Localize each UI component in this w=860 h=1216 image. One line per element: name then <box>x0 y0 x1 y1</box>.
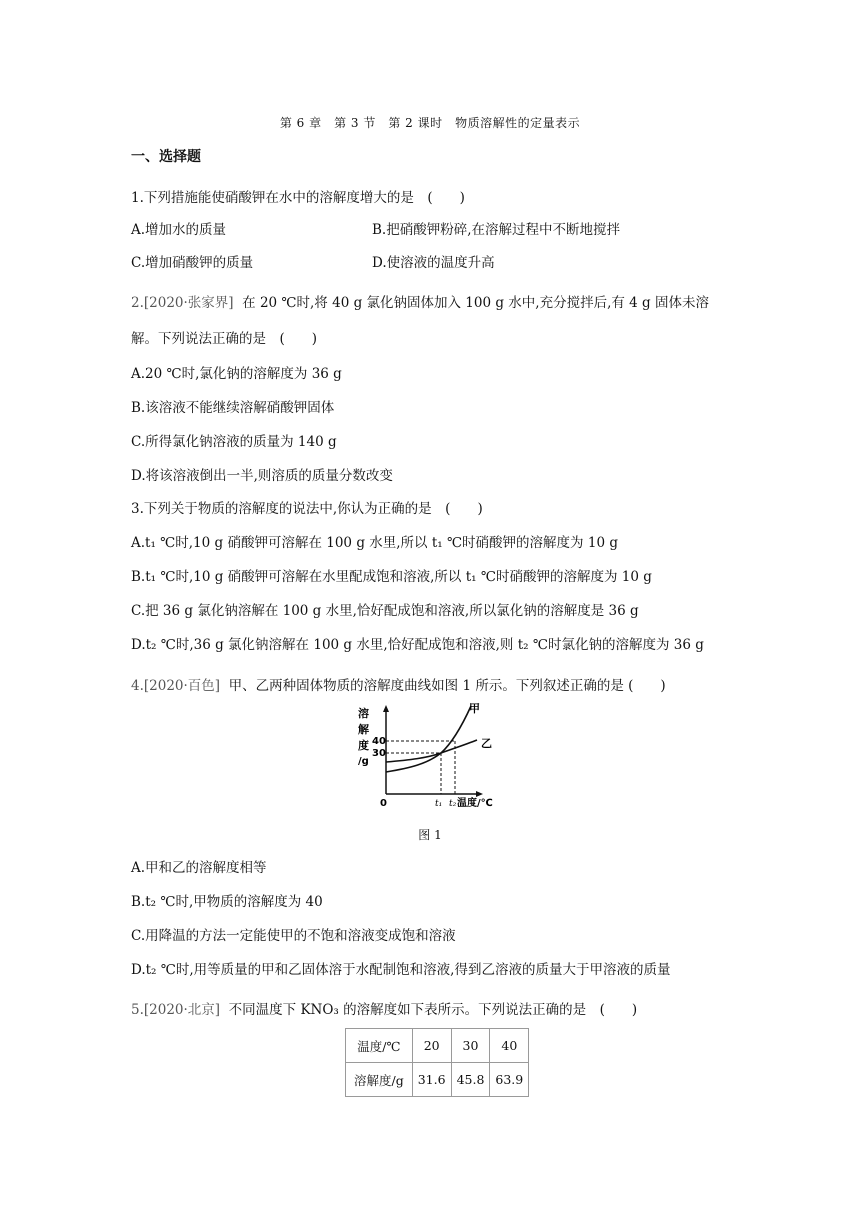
solubility-figure <box>355 700 515 820</box>
table-cell: 45.8 <box>451 1063 490 1097</box>
xlabel: 温度/℃ <box>457 798 493 809</box>
ylabel-unit: /g <box>358 756 369 767</box>
curve-jia <box>386 706 471 772</box>
x-axis-arrow <box>476 791 483 797</box>
q5-stem <box>131 998 637 1018</box>
ylabel-char-3: 度 <box>358 739 369 752</box>
q1-stem: 1.下列措施能使硝酸钾在水中的溶解度增大的是 ( ) <box>131 190 465 206</box>
table-cell: 30 <box>451 1029 490 1063</box>
table-row <box>346 1063 529 1097</box>
q4-option-b[interactable]: B.t₂ ℃时,甲物质的溶解度为 40 <box>131 894 323 910</box>
q2-option-b[interactable]: B.该溶液不能继续溶解硝酸钾固体 <box>131 400 335 416</box>
q2-source-tag: 2.[2020·张家界] <box>131 295 234 311</box>
q1-option-d[interactable]: D.使溶液的温度升高 <box>372 255 495 271</box>
curve-label-jia: 甲 <box>469 702 480 715</box>
table-cell: 40 <box>490 1029 529 1063</box>
kno3-solubility-table <box>345 1028 529 1097</box>
q3-option-c[interactable]: C.把 36 g 氯化钠溶解在 100 g 水里,恰好配成饱和溶液,所以氯化钠的溶解度是 36 g <box>131 603 639 619</box>
q4-option-a[interactable]: A.甲和乙的溶解度相等 <box>131 860 267 876</box>
y-axis-arrow <box>383 705 389 712</box>
q3-option-b[interactable]: B.t₁ ℃时,10 g 硝酸钾可溶解在水里配成饱和溶液,所以 t₁ ℃时硝酸钾的溶解度为 10 g <box>131 569 652 585</box>
q1-option-a[interactable]: A.增加水的质量 <box>131 222 227 238</box>
ylabel-char-2: 解 <box>358 723 369 736</box>
figure-caption: 图 1 <box>418 828 442 842</box>
xtick-t2: t₂ <box>449 799 457 809</box>
q3-stem: 3.下列关于物质的溶解度的说法中,你认为正确的是 ( ) <box>131 501 483 517</box>
ytick-30: 30 <box>372 748 386 759</box>
solubility-chart <box>355 700 515 820</box>
q2-stem-text-a: 在 20 ℃时,将 40 g 氯化钠固体加入 100 g 水中,充分搅拌后,有 4 g 固体未溶 <box>242 295 709 311</box>
table-cell: 20 <box>412 1029 451 1063</box>
q2-stem-line2: 解。下列说法正确的是 ( ) <box>131 331 318 347</box>
q4-stem <box>131 674 666 694</box>
section-title: 一、选择题 <box>131 149 201 165</box>
table-cell: 温度/℃ <box>346 1029 413 1063</box>
q1-option-b[interactable]: B.把硝酸钾粉碎,在溶解过程中不断地搅拌 <box>372 222 621 238</box>
q5-stem-text: 不同温度下 KNO₃ 的溶解度如下表所示。下列说法正确的是 ( ) <box>228 1002 638 1018</box>
table-row <box>346 1029 529 1063</box>
q5-source-tag: 5.[2020·北京] <box>131 1002 221 1018</box>
q4-option-d[interactable]: D.t₂ ℃时,用等质量的甲和乙固体溶于水配制饱和溶液,得到乙溶液的质量大于甲溶液的质量 <box>131 962 671 978</box>
q4-option-c[interactable]: C.用降温的方法一定能使甲的不饱和溶液变成饱和溶液 <box>131 928 456 944</box>
ytick-40: 40 <box>372 736 386 747</box>
q4-source-tag: 4.[2020·百色] <box>131 678 221 694</box>
q1-option-c[interactable]: C.增加硝酸钾的质量 <box>131 255 254 271</box>
q3-option-d[interactable]: D.t₂ ℃时,36 g 氯化钠溶解在 100 g 水里,恰好配成饱和溶液,则 t₂ ℃时氯化钠的溶解度为 36 g <box>131 637 704 653</box>
table-cell: 31.6 <box>412 1063 451 1097</box>
xtick-t1: t₁ <box>435 799 443 809</box>
origin-label: 0 <box>380 798 387 809</box>
q4-stem-text: 甲、乙两种固体物质的溶解度曲线如图 1 所示。下列叙述正确的是 ( ) <box>228 678 666 694</box>
q3-option-a[interactable]: A.t₁ ℃时,10 g 硝酸钾可溶解在 100 g 水里,所以 t₁ ℃时硝酸钾的溶解度为 10 g <box>131 535 618 551</box>
q2-option-a[interactable]: A.20 ℃时,氯化钠的溶解度为 36 g <box>131 366 342 382</box>
chapter-header: 第 6 章 第 3 节 第 2 课时 物质溶解性的定量表示 <box>279 116 581 130</box>
table-cell: 溶解度/g <box>346 1063 413 1097</box>
curve-label-yi: 乙 <box>481 737 492 750</box>
q2-option-c[interactable]: C.所得氯化钠溶液的质量为 140 g <box>131 434 337 450</box>
table-cell: 63.9 <box>490 1063 529 1097</box>
q2-stem-line1 <box>131 291 709 311</box>
q2-option-d[interactable]: D.将该溶液倒出一半,则溶质的质量分数改变 <box>131 468 393 484</box>
ylabel-char-1: 溶 <box>358 707 369 720</box>
